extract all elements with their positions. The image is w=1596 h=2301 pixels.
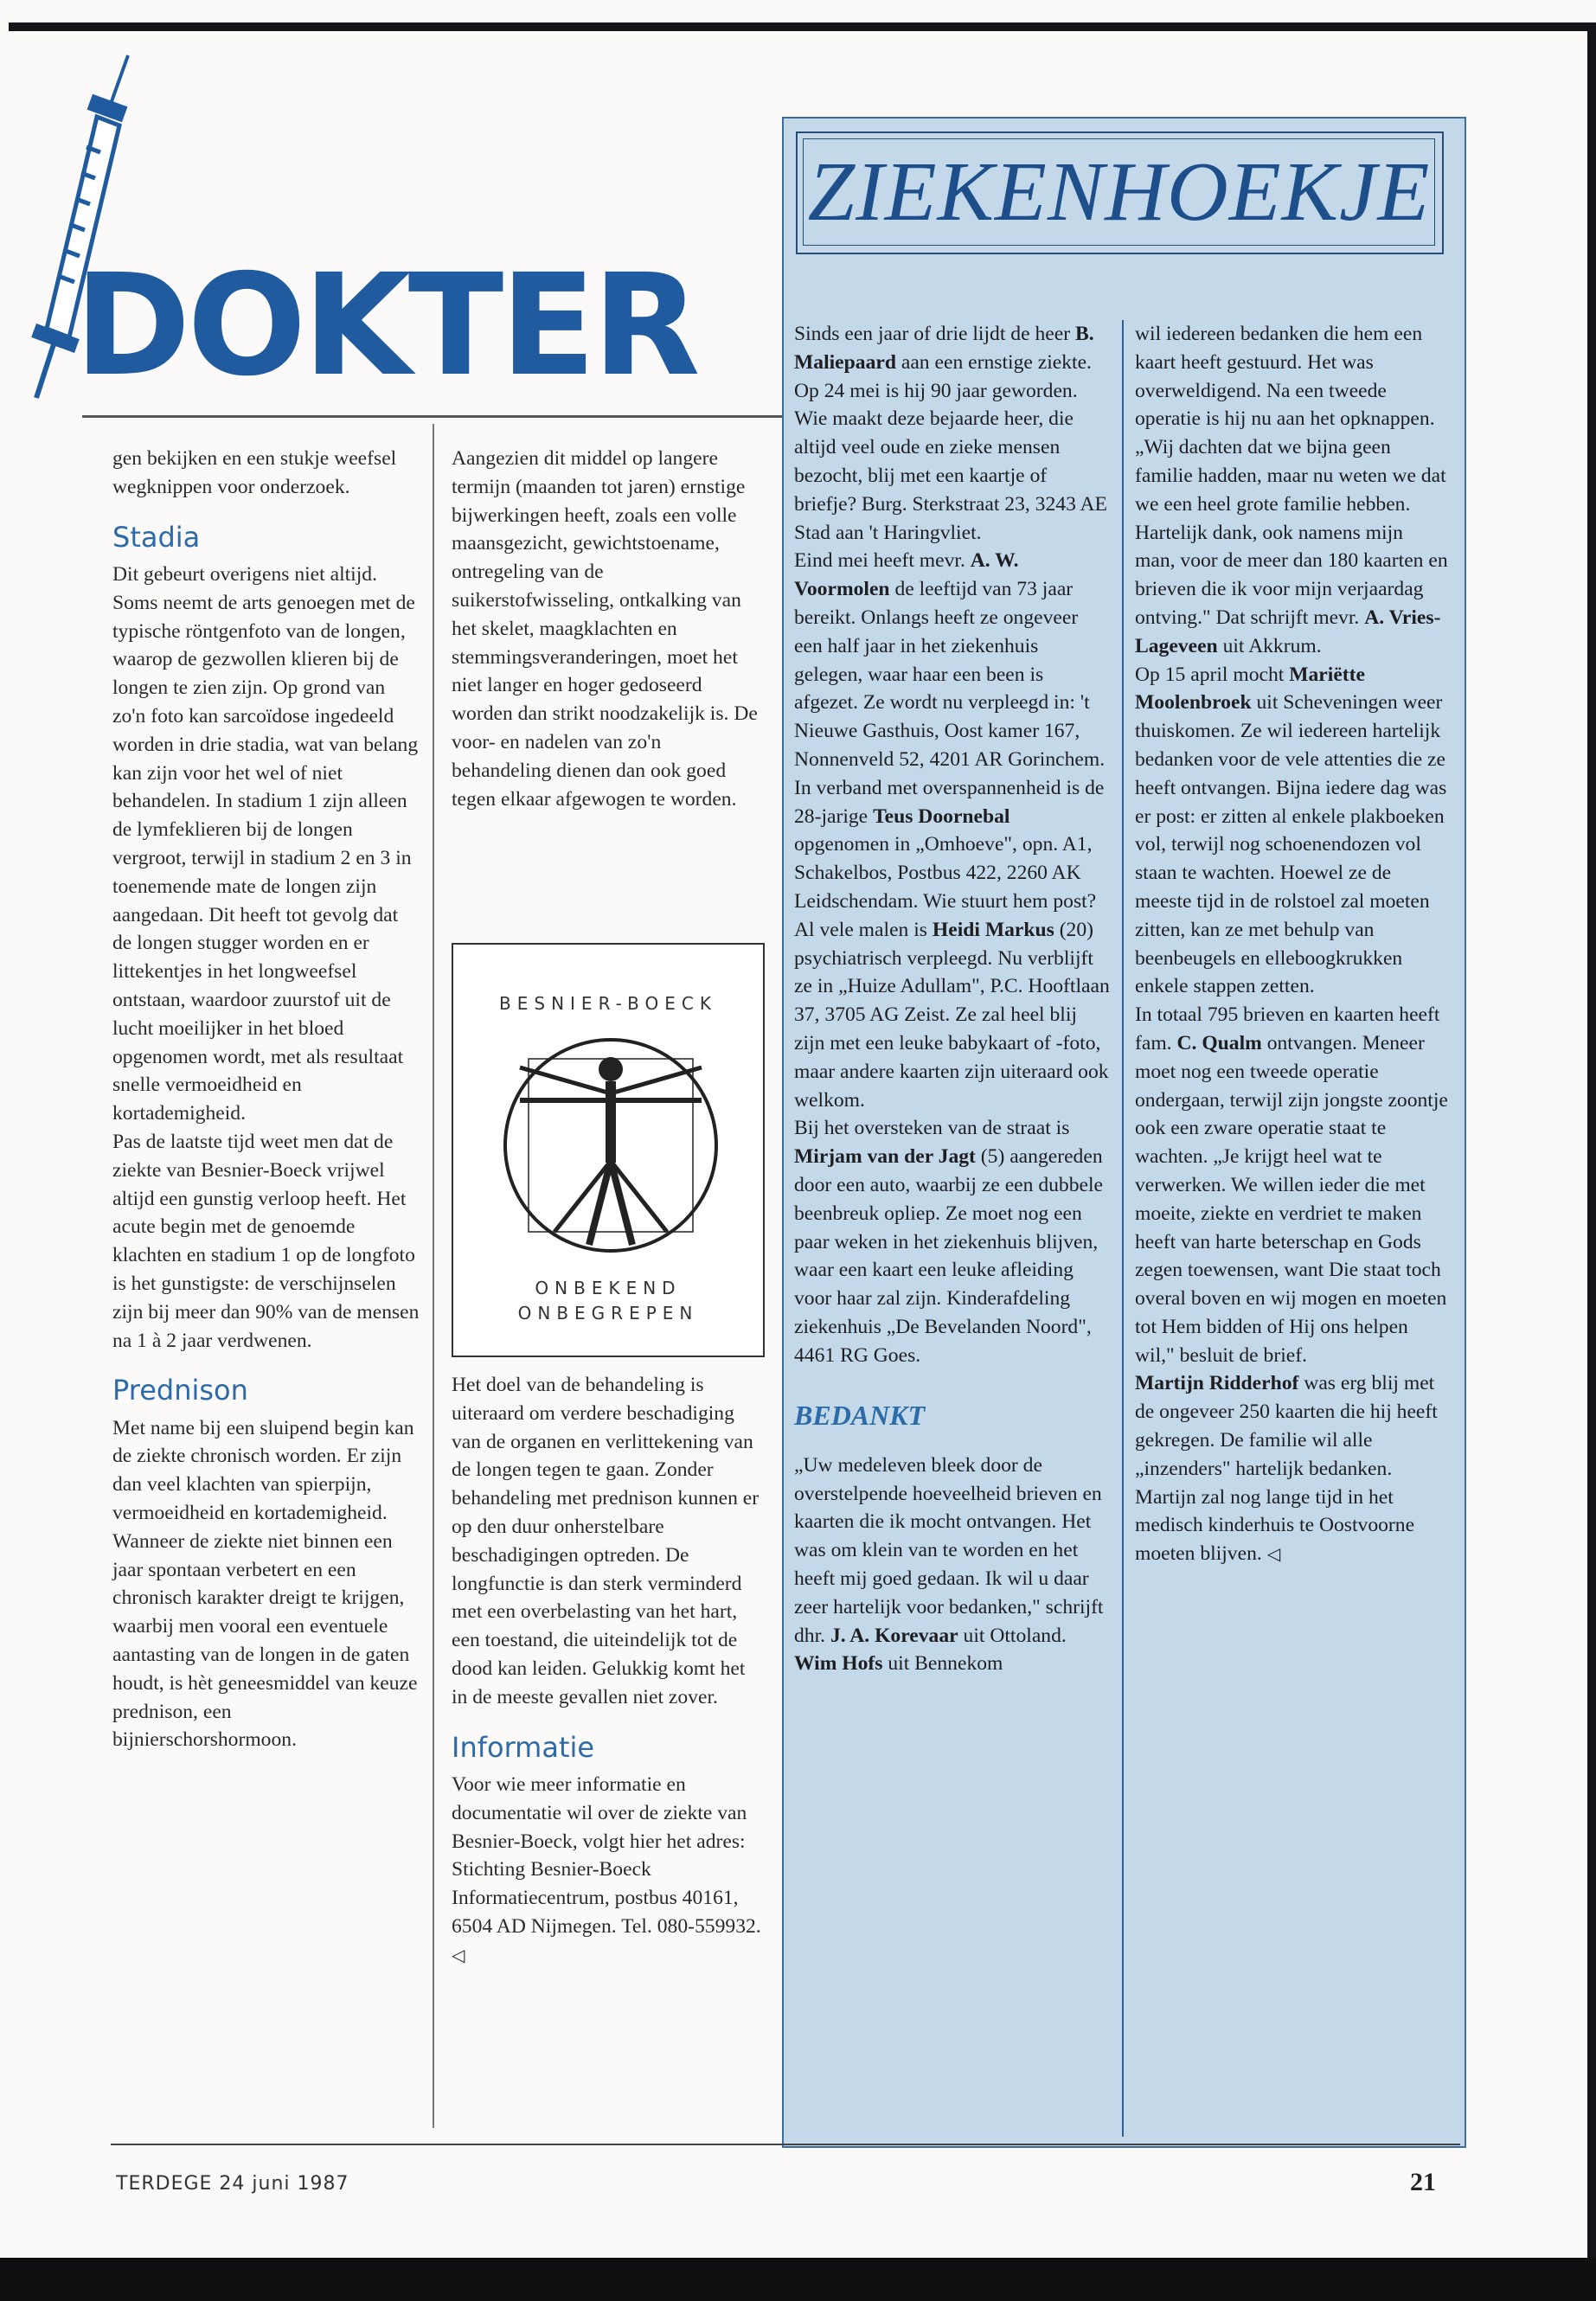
article-column-2-bottom <box>452 1371 765 1970</box>
notice-paragraph: Sinds een jaar of drie lijdt de heer B. Maliepaard aan een ernstige ziekte. Op 24 mei is hij 90 jaar geworden. Wie maakt deze bejaarde heer, die altijd veel oude en zieke mensen bezocht, blij met een kaartje of briefje? Burg. Sterkstraat 23, 3243 AE Stad aan 't Haringvliet. <box>794 323 1107 544</box>
person-name: J. A. Korevaar <box>830 1624 958 1647</box>
end-mark-icon: ◁ <box>452 1944 465 1965</box>
paragraph: Pas de laatste tijd weet men dat de ziekte van Besnier-Boeck vrijwel altijd een gunstig verloop heeft. Het acute begin met de genoemde klachten en stadium 1 op de longfoto is het gunstigste: de verschijnselen zijn bij meer dan 90% van de mensen na 1 à 2 jaar verdwenen. <box>112 1130 420 1352</box>
notice-paragraph: Eind mei heeft mevr. A. W. Voormolen de leeftijd van 73 jaar bereikt. Onlangs heeft ze ongeveer een half jaar in het ziekenhuis gelegen, waar haar een been is afgezet. Ze wordt nu verpleegd in: 't Nieuwe Gasthuis, Oost kamer 167, Nonnenveld 52, 4201 AR Gorinchem. <box>794 549 1106 771</box>
person-name: A. Vries-Lageveen <box>1135 606 1441 657</box>
person-name: A. W. Voormolen <box>794 549 1019 601</box>
person-name: Mirjam van der Jagt <box>794 1145 976 1169</box>
person-name: Heidi Markus <box>932 918 1054 941</box>
paragraph: Dit gebeurt overigens niet altijd. Soms neemt de arts genoegen met de typische röntgenfoto van de longen, waarop de gezwollen klieren bij de longen te zien zijn. Op grond van zo'n foto kan sarcoïdose ingedeeld worden in drie stadia, wat van belang kan zijn voor het wel of niet behandelen. In stadium 1 zijn alleen de lymfeklieren bij de longen vergroot, terwijl in stadium 2 en 3 in toenemende mate de longen zijn aangedaan. Dit heeft tot gevolg dat de longen stugger worden en er littekentjes in het longweefsel ontstaan, waardoor zuurstof uit de lucht moeilijker in het bloed opgenomen wordt, met als resultaat snelle vermoeidheid en kortademigheid. <box>112 562 419 1125</box>
paragraph: Met name bij een sluipend begin kan de ziekte chronisch worden. Er zijn dan veel klachten van spierpijn, vermoeidheid en kortademigheid. Wanneer de ziekte niet binnen een jaar spontaan verbetert en een chronisch karakter dreigt te krijgen, waarbij men vooral een eventuele aantasting van de longen in de gaten houdt, is hèt geneesmiddel van keuze prednison, een bijnierschorshormoon. <box>112 1416 418 1752</box>
box-subtitle-1: ONBEKEND <box>535 1278 682 1298</box>
notice-paragraph: In totaal 795 brieven en kaarten heeft fam. C. Qualm ontvangen. Meneer moet nog een tweede operatie ondergaan, terwijl zijn jongste zoontje ook een zware operatie staat te wachten. „Je krijgt heel wat te verwerken. We willen ieder die met moeite, ziekte en verdriet te maken heeft van harte beterschap en Gods zegen toewensen, want Die staat toch overal boven en wij mogen en moeten tot Hem bidden of Hij ons helpen wil," besluit de brief. <box>1135 1003 1448 1367</box>
header-rule <box>82 415 783 418</box>
person-name: Martijn Ridderhof <box>1135 1372 1299 1395</box>
ziekenhoekje-column-1 <box>794 320 1110 1678</box>
subheading-bedankt: BEDANKT <box>794 1400 926 1432</box>
box-subtitle-2: ONBEGREPEN <box>517 1303 699 1324</box>
section-title: DOKTER <box>74 245 697 407</box>
person-name: Mariëtte Moolenbroek <box>1135 663 1365 715</box>
notice-paragraph: Al vele malen is Heidi Markus (20) psychiatrisch verpleegd. Nu verblijft ze in „Huize Adullam", P.C. Hooftlaan 37, 3705 AG Zeist. Ze zal heel blij zijn met een leuke babykaart of -foto, maar andere kaarten zijn uiteraard ook welkom. <box>794 918 1110 1112</box>
notice-paragraph: „Wij dachten dat we bijna geen familie hadden, maar nu weten we dat we een heel grote familie hebben. Hartelijk dank, ook namens mijn man, voor de meer dan 180 kaarten en brieven die ik voor mijn verjaardag ontving." Dat schrijft mevr. A. Vries-Lageveen uit Akkrum. <box>1135 436 1448 657</box>
page-right-border <box>1587 22 1596 2263</box>
ziekenhoekje-title-box <box>803 138 1435 246</box>
besnier-boeck-box <box>452 943 765 1357</box>
subheading-prednison: Prednison <box>112 1374 248 1407</box>
article-column-1 <box>112 445 420 1754</box>
notice-paragraph: In verband met overspannenheid is de 28-jarige Teus Doornebal opgenomen in „Omhoeve", opn. A1, Schakelbos, Postbus 422, 2260 AK Leidschendam. Wie stuurt hem post? <box>794 776 1105 913</box>
end-mark-icon: ◁ <box>1266 1543 1281 1565</box>
notice-paragraph: Wim Hofs uit Bennekom <box>794 1652 1003 1676</box>
notice-paragraph: wil iedereen bedanken die hem een kaart heeft gestuurd. Het was overweldigend. Na een tweede operatie is hij nu aan het opknappen. <box>1135 323 1435 431</box>
column-divider <box>433 424 434 2128</box>
notice-paragraph: Op 15 april mocht Mariëtte Moolenbroek uit Scheveningen weer thuiskomen. Ze wil iedereen hartelijk bedanken voor de vele attenties die ze heeft ontvangen. Bijna iedere dag was er post: er zitten al enkele plakboeken vol, terwijl nog schoenendozen vol staan te wachten. Hoewel ze de meeste tijd in de rolstoel zal moeten zitten, kan ze met behulp van beenbeugels en elleboogkrukken enkele stappen zetten. <box>1135 663 1447 998</box>
person-name: C. Qualm <box>1176 1031 1262 1054</box>
footer-rule <box>111 2144 1460 2145</box>
subheading-informatie: Informatie <box>452 1730 595 1764</box>
page-bottom-border <box>0 2258 1596 2301</box>
ziekenhoekje-column-2 <box>1135 320 1448 1568</box>
paragraph: Het doel van de behandeling is uiteraard om verdere beschadiging van de organen en verlittekening van de longen tegen te gaan. Zonder behandeling met prednison kunnen er op den duur onherstelbare beschadigingen optreden. De longfunctie is dan sterk verminderd met een overbelasting van het hart, een toestand, die uiteindelijk tot de dood kan leiden. Gelukkig komt het in de meeste gevallen niet zover. <box>452 1374 760 1708</box>
notice-paragraph: „Uw medeleven bleek door de overstelpende hoeveelheid brieven en kaarten die ik mocht ontvangen. Het was om klein van te worden en het heeft mij goed gedaan. Ik wil u daar zeer hartelijk voor bedanken," schrijft dhr. J. A. Korevaar uit Ottoland. <box>794 1453 1104 1647</box>
paragraph <box>452 1771 765 1970</box>
publication-info: TERDEGE 24 juni 1987 <box>116 2173 349 2195</box>
page-top-border <box>9 22 1596 31</box>
paragraph: Aangezien dit middel op langere termijn (maanden tot jaren) ernstige bijwerkingen heeft, zoals een volle maansgezicht, gewichtstoename, ontregeling van de suikerstofwisseling, ontkalking van het skelet, maagklachten en stemmingsveranderingen, moet het niet langer en hoger gedoseerd worden dan strikt noodzakelijk is. De voor- en nadelen van zo'n behandeling dienen dan ook goed tegen elkaar afgewogen te worden. <box>452 447 758 811</box>
page-number: 21 <box>1410 2168 1436 2196</box>
person-name: Wim Hofs <box>794 1652 883 1676</box>
ziekenhoekje-title: ZIEKENHOEKJE <box>807 145 1431 239</box>
vitruvian-figure-icon <box>494 1024 727 1258</box>
article-column-2-top <box>452 445 765 813</box>
informatie-text: Voor wie meer informatie en documentatie wil over de ziekte van Besnier-Boeck, volgt hier het adres: Stichting Besnier-Boeck Informatiecentrum, postbus 40161, 6504 AD Nijmegen. Tel. 080-559932. <box>452 1772 761 1938</box>
notice-paragraph: Martijn Ridderhof was erg blij met de ongeveer 250 kaarten die hij heeft gekregen. De familie wil alle „inzenders" hartelijk bedanken. Martijn zal nog lange tijd in het medisch kinderhuis te Oostvoorne moeten blijven. ◁ <box>1135 1372 1438 1566</box>
box-title: BESNIER-BOECK <box>499 993 717 1014</box>
paragraph: gen bekijken en een stukje weefsel wegknippen voor onderzoek. <box>112 447 397 498</box>
person-name: B. Maliepaard <box>794 323 1094 374</box>
subheading-stadia: Stadia <box>112 520 201 554</box>
person-name: Teus Doornebal <box>873 804 1010 828</box>
panel-column-divider <box>1122 320 1124 2137</box>
notice-paragraph: Bij het oversteken van de straat is Mirjam van der Jagt (5) aangereden door een auto, waarbij ze een dubbele beenbreuk opliep. Ze moet nog een paar weken in het ziekenhuis blijven, waar een kaart een leuke afleiding voor haar zal zijn. Kinderafdeling ziekenhuis „De Bevelanden Noord", 4461 RG Goes. <box>794 1117 1104 1367</box>
